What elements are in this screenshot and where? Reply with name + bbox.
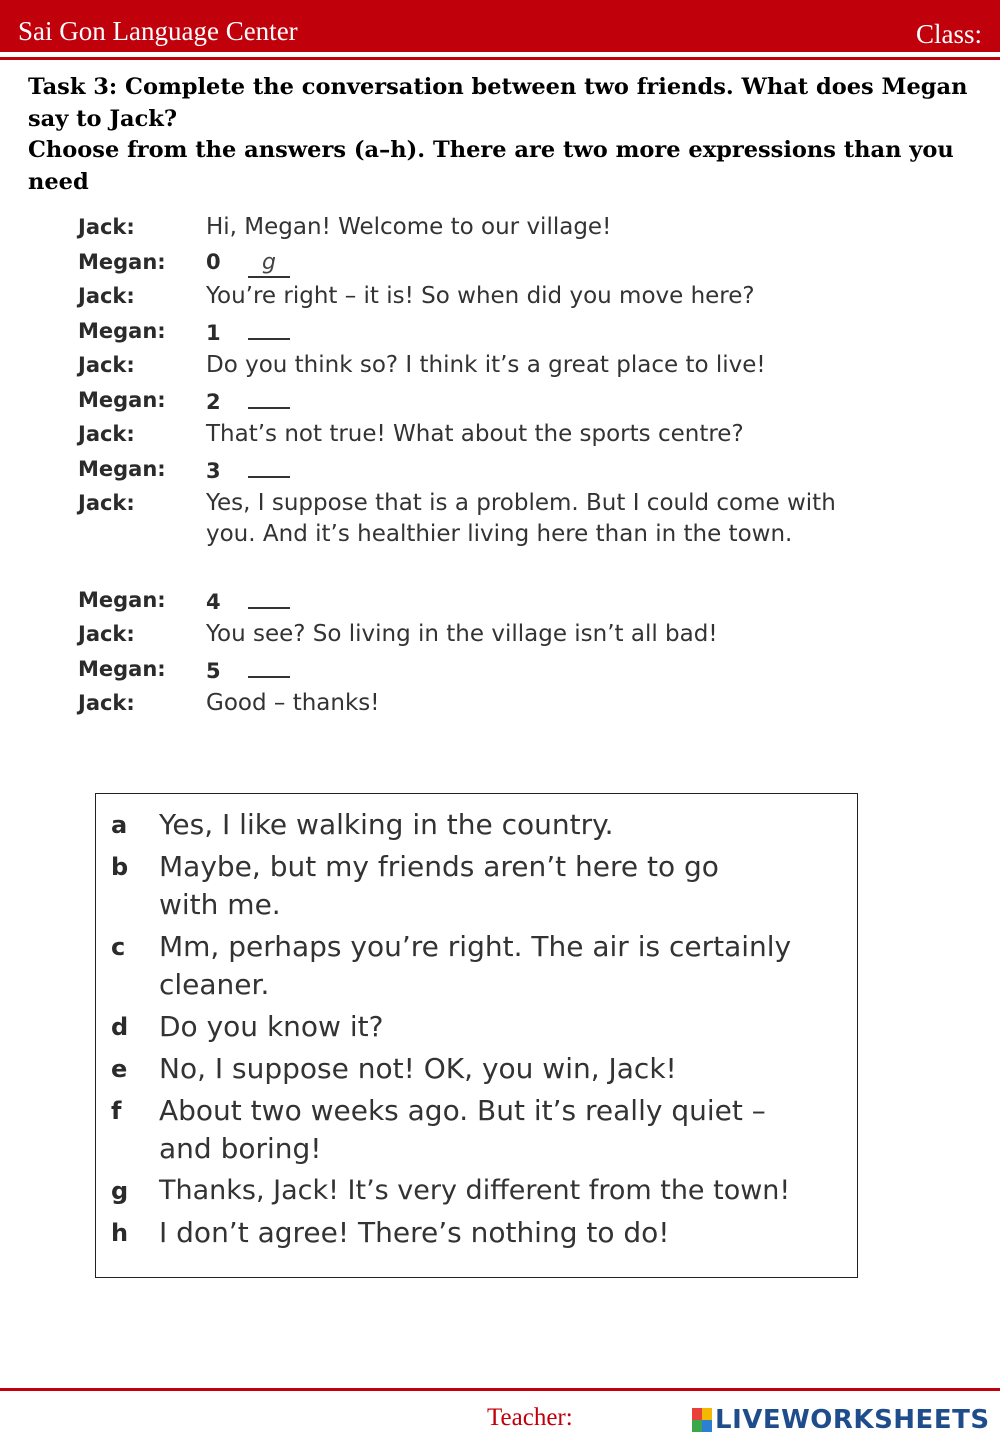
speaker-label: Megan:	[78, 388, 166, 412]
speaker-label: Jack:	[78, 353, 135, 377]
dialogue-line	[78, 488, 878, 585]
item-number: 4	[206, 590, 221, 614]
answer-option	[111, 1092, 851, 1168]
speaker-label: Jack:	[78, 422, 135, 446]
answer-blank[interactable]	[248, 316, 290, 340]
speaker-label: Jack:	[78, 622, 135, 646]
footer-divider	[0, 1388, 1000, 1391]
option-text: I don’t agree! There’s nothing to do!	[159, 1216, 670, 1249]
option-text: Thanks, Jack! It’s very different from the town!	[159, 1175, 791, 1206]
center-name: Sai Gon Language Center	[18, 16, 298, 46]
answer-options-box	[95, 793, 858, 1278]
option-letter: h	[111, 1219, 129, 1247]
dialogue-text: Good – thanks!	[206, 690, 380, 716]
item-number: 1	[206, 321, 221, 345]
task-instructions	[28, 72, 978, 198]
option-letter: b	[111, 853, 129, 881]
header-divider	[0, 57, 1000, 60]
teacher-label: Teacher:	[487, 1404, 573, 1431]
speaker-label: Megan:	[78, 588, 166, 612]
option-letter: a	[111, 811, 128, 839]
answer-blank[interactable]	[248, 585, 290, 609]
option-text: About two weeks ago. But it’s really quiet – and boring!	[159, 1094, 766, 1165]
answer-blank[interactable]: g	[248, 254, 290, 278]
answer-option	[111, 928, 851, 1004]
dialogue-line	[78, 688, 878, 723]
dialogue-line	[78, 316, 878, 350]
conversation	[78, 212, 878, 723]
answer-option	[111, 806, 851, 844]
dialogue-text: Hi, Megan! Welcome to our village!	[206, 214, 612, 240]
speaker-label: Megan:	[78, 457, 166, 481]
speaker-label: Jack:	[78, 215, 135, 239]
option-letter: e	[111, 1055, 128, 1083]
dialogue-line	[78, 247, 878, 281]
speaker-label: Megan:	[78, 657, 166, 681]
dialogue-line	[78, 619, 878, 654]
answer-option	[111, 848, 851, 924]
brand-name: LIVEWORKSHEETS	[715, 1405, 990, 1435]
liveworksheets-logo[interactable]	[692, 1406, 990, 1434]
instruction-line: Choose from the answers (a–h). There are two more expressions than you need	[28, 137, 954, 195]
answer-option	[111, 1214, 851, 1252]
dialogue-line	[78, 585, 878, 619]
item-number: 2	[206, 390, 221, 414]
answer-option	[111, 1050, 851, 1088]
item-number: 3	[206, 459, 221, 483]
option-letter: d	[111, 1013, 129, 1041]
dialogue-text: Yes, I suppose that is a problem. But I could come with you. And it’s healthier living here than in the town.	[206, 490, 836, 547]
speaker-label: Megan:	[78, 250, 166, 274]
dialogue-line	[78, 281, 878, 316]
option-letter: g	[111, 1177, 129, 1205]
speaker-label: Jack:	[78, 284, 135, 308]
speaker-label: Jack:	[78, 691, 135, 715]
option-text: Maybe, but my friends aren’t here to go with me.	[159, 850, 719, 921]
option-text: Yes, I like walking in the country.	[159, 808, 614, 841]
dialogue-line	[78, 212, 878, 247]
answer-blank[interactable]	[248, 654, 290, 678]
dialogue-text: That’s not true! What about the sports centre?	[206, 421, 744, 447]
item-number: 0	[206, 250, 221, 274]
liveworksheets-icon	[692, 1408, 712, 1432]
answer-blank[interactable]	[248, 385, 290, 409]
header-bar	[0, 0, 1000, 52]
option-text: Do you know it?	[159, 1010, 384, 1043]
speaker-label: Jack:	[78, 491, 135, 515]
answer-option	[111, 1008, 851, 1046]
speaker-label: Megan:	[78, 319, 166, 343]
dialogue-line	[78, 350, 878, 385]
dialogue-text: You see? So living in the village isn’t all bad!	[206, 621, 718, 647]
answer-blank[interactable]	[248, 454, 290, 478]
option-letter: c	[111, 933, 126, 961]
dialogue-line	[78, 454, 878, 488]
class-label: Class:	[915, 19, 982, 49]
option-text: No, I suppose not! OK, you win, Jack!	[159, 1052, 677, 1085]
option-letter: f	[111, 1097, 122, 1125]
dialogue-line	[78, 419, 878, 454]
item-number: 5	[206, 659, 221, 683]
dialogue-text: Do you think so? I think it’s a great place to live!	[206, 352, 766, 378]
answer-option	[111, 1172, 851, 1210]
option-text: Mm, perhaps you’re right. The air is certainly cleaner.	[159, 930, 792, 1001]
dialogue-line	[78, 654, 878, 688]
instruction-line: Task 3: Complete the conversation between two friends. What does Megan say to Jack?	[28, 74, 968, 132]
dialogue-text: You’re right – it is! So when did you move here?	[206, 283, 755, 309]
dialogue-line	[78, 385, 878, 419]
